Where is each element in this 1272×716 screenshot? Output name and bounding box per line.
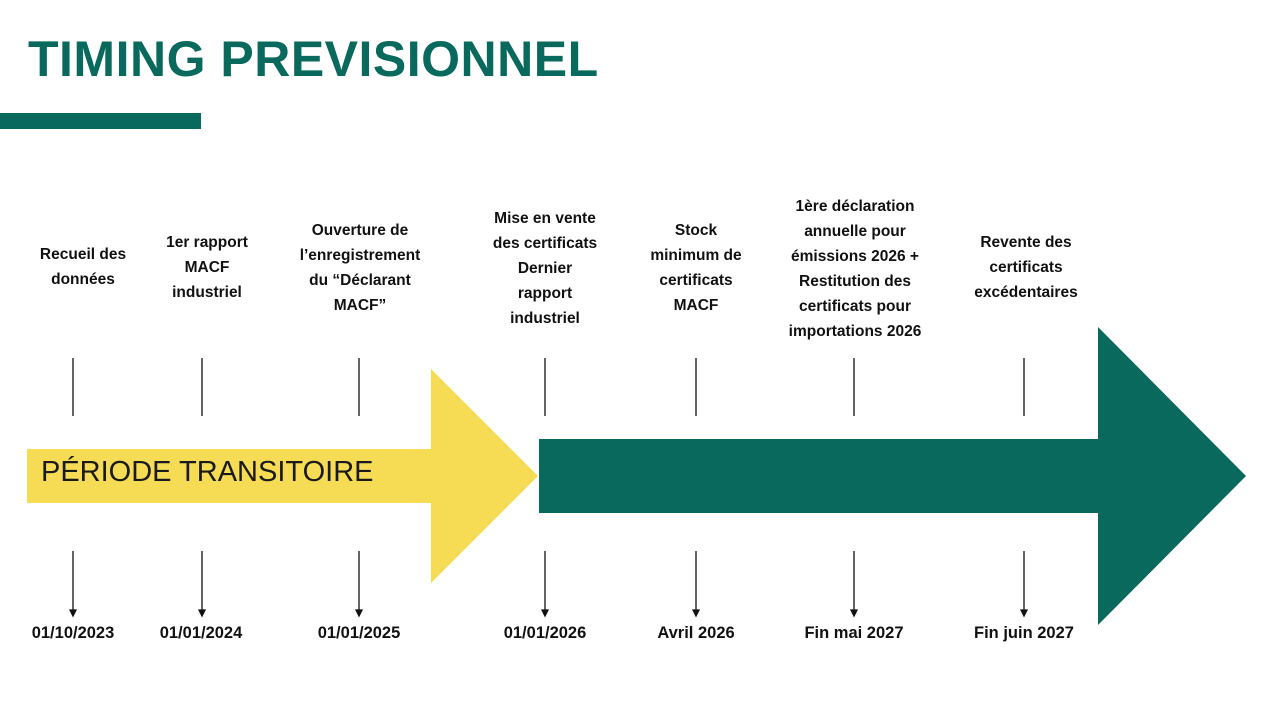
- arrowhead-icon: [693, 610, 699, 616]
- arrowhead-icon: [851, 610, 857, 616]
- milestone-label-7: Revente des certificats excédentaires: [974, 234, 1078, 301]
- arrowhead-icon: [356, 610, 362, 616]
- milestone-date-1: 01/10/2023: [31, 624, 115, 642]
- milestone-label-4: Mise en vente des certificats Dernier rapport industriel: [492, 210, 598, 327]
- arrowhead-icon: [542, 610, 548, 616]
- milestone-date-7: Fin juin 2027: [974, 624, 1074, 642]
- page-title: TIMING PREVISIONNEL: [28, 31, 599, 87]
- milestone-label-3: Ouverture de l’enregistrement du “Déclarant MACF”: [299, 222, 421, 314]
- arrowhead-icon: [1021, 610, 1027, 616]
- milestone-label-1: Recueil des données: [39, 246, 127, 288]
- arrowhead-icon: [70, 610, 76, 616]
- milestone-label-2: 1er rapport MACF industriel: [166, 234, 248, 301]
- milestone-date-4: 01/01/2026: [503, 624, 587, 642]
- milestone-label-5: Stock minimum de certificats MACF: [650, 222, 742, 314]
- definitive-period-arrow: [539, 327, 1246, 625]
- milestone-label-6: 1ère déclaration annuelle pour émissions 2026 + Restitution des certificats pour importations 2026: [788, 198, 922, 340]
- milestone-date-6: Fin mai 2027: [804, 624, 904, 642]
- period-label: PÉRIODE TRANSITOIRE: [41, 456, 374, 488]
- milestone-date-2: 01/01/2024: [159, 624, 243, 642]
- milestone-date-5: Avril 2026: [657, 624, 735, 642]
- arrowhead-icon: [199, 610, 205, 616]
- milestone-date-3: 01/01/2025: [317, 624, 401, 642]
